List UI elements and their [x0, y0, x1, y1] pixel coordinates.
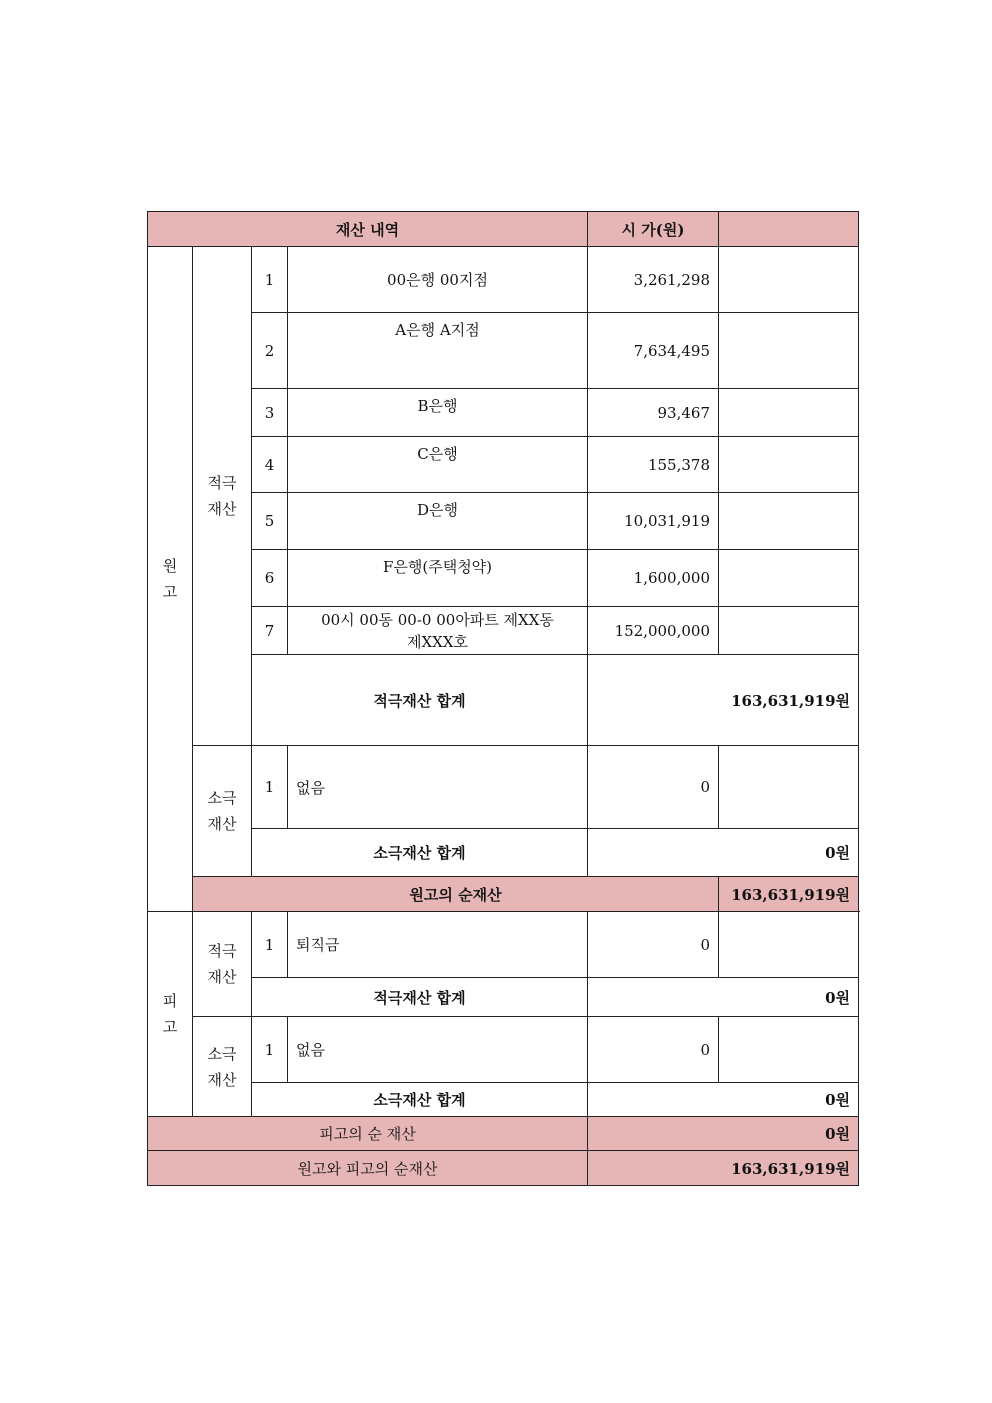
subtotal-label: 소극재산 합계 [252, 829, 588, 877]
subtotal-value: 0원 [588, 1083, 859, 1117]
item-no: 5 [252, 493, 288, 550]
item-name: F은행(주택청약) [288, 550, 588, 607]
item-name [288, 607, 588, 655]
item-note [719, 437, 859, 493]
plaintiff-label: 원 고 [148, 247, 193, 912]
table-row [148, 389, 859, 437]
item-no: 1 [252, 247, 288, 313]
defendant-active-label: 적극 재산 [193, 912, 252, 1017]
table-row [148, 912, 859, 978]
item-no: 1 [252, 1017, 288, 1083]
plaintiff-net-label: 원고의 순재산 [193, 877, 719, 912]
net-row [148, 1117, 859, 1151]
plaintiff-passive-label: 소극 재산 [193, 746, 252, 877]
item-no: 4 [252, 437, 288, 493]
subtotal-row [148, 829, 859, 877]
item-value: 152,000,000 [588, 607, 719, 655]
net-row [148, 877, 859, 912]
item-value: 155,378 [588, 437, 719, 493]
defendant-label: 피 고 [148, 912, 193, 1117]
item-no: 1 [252, 912, 288, 978]
item-value: 0 [588, 1017, 719, 1083]
asset-table [147, 211, 859, 912]
item-name-line2: 제XXX호 [406, 632, 469, 651]
header-description: 재산 내역 [148, 212, 588, 247]
combined-net-value: 163,631,919원 [588, 1151, 859, 1186]
defendant-passive-label: 소극 재산 [193, 1017, 252, 1117]
item-note [719, 389, 859, 437]
item-name-line1: 00시 00동 00-0 00아파트 제XX동 [321, 610, 554, 629]
item-value: 10,031,919 [588, 493, 719, 550]
table-row [148, 746, 859, 829]
subtotal-value: 163,631,919원 [588, 655, 859, 746]
item-name: 없음 [288, 746, 588, 829]
item-name: 퇴직금 [288, 912, 588, 978]
item-name: 00은행 00지점 [288, 247, 588, 313]
item-note [719, 1017, 859, 1083]
defendant-net-value: 0원 [588, 1117, 859, 1151]
combined-net-label: 원고와 피고의 순재산 [148, 1151, 588, 1186]
plaintiff-active-label: 적극 재산 [193, 247, 252, 746]
combined-row [148, 1151, 859, 1186]
subtotal-row [148, 978, 859, 1017]
table-row [148, 1017, 859, 1083]
table-row [148, 607, 859, 655]
table-row [148, 313, 859, 389]
item-note [719, 247, 859, 313]
item-no: 1 [252, 746, 288, 829]
item-name: A은행 A지점 [288, 313, 588, 389]
item-note [719, 550, 859, 607]
item-no: 2 [252, 313, 288, 389]
item-note [719, 313, 859, 389]
header-blank [719, 212, 859, 247]
table-row [148, 437, 859, 493]
item-value: 7,634,495 [588, 313, 719, 389]
item-no: 3 [252, 389, 288, 437]
item-name: 없음 [288, 1017, 588, 1083]
item-no: 6 [252, 550, 288, 607]
item-note [719, 912, 859, 978]
subtotal-row [148, 1083, 859, 1117]
table-header-row [148, 212, 859, 247]
defendant-net-label: 피고의 순 재산 [148, 1117, 588, 1151]
table-row [148, 493, 859, 550]
item-note [719, 607, 859, 655]
item-note [719, 493, 859, 550]
item-name: B은행 [288, 389, 588, 437]
subtotal-value: 0원 [588, 978, 859, 1017]
header-value: 시 가(원) [588, 212, 719, 247]
subtotal-value: 0원 [588, 829, 859, 877]
item-value: 0 [588, 746, 719, 829]
item-note [719, 746, 859, 829]
asset-table-defendant [147, 911, 859, 1186]
item-value: 0 [588, 912, 719, 978]
table-row [148, 550, 859, 607]
subtotal-row [148, 655, 859, 746]
item-name: C은행 [288, 437, 588, 493]
item-value: 3,261,298 [588, 247, 719, 313]
item-no: 7 [252, 607, 288, 655]
item-value: 93,467 [588, 389, 719, 437]
item-value: 1,600,000 [588, 550, 719, 607]
table-row [148, 247, 859, 313]
subtotal-label: 적극재산 합계 [252, 978, 588, 1017]
subtotal-label: 적극재산 합계 [252, 655, 588, 746]
subtotal-label: 소극재산 합계 [252, 1083, 588, 1117]
item-name: D은행 [288, 493, 588, 550]
plaintiff-net-value: 163,631,919원 [719, 877, 859, 912]
